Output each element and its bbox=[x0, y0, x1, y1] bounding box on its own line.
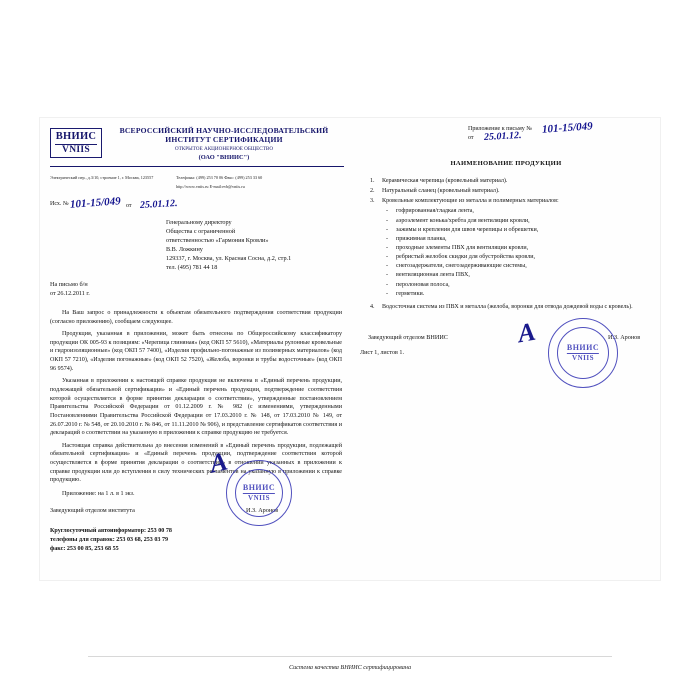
list-item bbox=[370, 303, 638, 312]
org-line3: ОТКРЫТОЕ АКЦИОНЕРНОЕ ОБЩЕСТВО bbox=[174, 145, 274, 152]
incoming-line2: от 26.12.2011 г. bbox=[50, 289, 90, 297]
phones-line2: телефоны для справок: 253 03 68, 253 03 79 bbox=[50, 537, 169, 544]
round-stamp-left bbox=[226, 460, 292, 526]
footer-note: Система качества ВНИИС сертифицирована bbox=[288, 664, 412, 671]
item-text: ребристый желобок скидки для обустройства кровли, bbox=[396, 254, 536, 261]
body-paragraph-4: Настоящая справка действительна до внесения изменений в «Единый перечень продукции, подлежащей обязательной сертификации» и «Единый перечень продукции, подтверждение соответствия которой осуществляется в форме принятия декларации о соответствии» в отношении указанных в приложении к справке продукции или до вступления в силу технических регламентов на указанную в приложении к справке продукцию. bbox=[50, 442, 342, 484]
footer-divider bbox=[88, 656, 612, 657]
dash-bullet: - bbox=[386, 272, 389, 279]
stamp-line1: ВНИИС bbox=[566, 343, 600, 352]
org-line1: ВСЕРОССИЙСКИЙ НАУЧНО-ИССЛЕДОВАТЕЛЬСКИЙ bbox=[119, 126, 329, 135]
dash-bullet: - bbox=[386, 244, 389, 251]
dash-bullet: - bbox=[386, 290, 389, 297]
item-text: Керамическая черепица (кровельный материал). bbox=[382, 178, 508, 184]
handwritten-signature-right: А bbox=[515, 316, 538, 349]
stamp-line2: VNIIS bbox=[567, 353, 599, 362]
item-text: герметики. bbox=[396, 290, 425, 297]
stamp-line1: ВНИИС bbox=[242, 483, 276, 492]
contact-address: Электрический пер., д.3/10, строение 1, г. Москва, 123557 bbox=[50, 175, 154, 180]
org-line2: ИНСТИТУТ СЕРТИФИКАЦИИ bbox=[165, 135, 283, 145]
signer-name-left: И.З. Аронов bbox=[246, 507, 279, 515]
item-text: вентиляционная лента ПВХ, bbox=[396, 272, 470, 279]
item-number: 4. bbox=[370, 303, 375, 310]
addressee-line3: ответственностью «Гармония Кровли» bbox=[166, 236, 269, 244]
list-item bbox=[370, 217, 638, 226]
list-item bbox=[370, 226, 638, 235]
signature-block-left bbox=[50, 507, 344, 521]
body-paragraph-2: Продукция, указанная в приложении, может быть отнесена по Общероссийскому классификатору продукции ОК 005-93 к позициям: «Черепица глиняная» (код ОКП 57 5610), «Материалы рулонные кровельные и гидроизоляционные» (код ОКП 57 7400), «Изделия профильно-погонажные из полимерных материалов» (код ОКП 57 7210), «Изделия погонажные» (код ОКП 52 7520), «Желоба, воронки и трубы водосточные» (код ОКП 96 9574). bbox=[50, 331, 342, 372]
item-text: аэроэлемент конька/хребта для вентиляции кровли, bbox=[396, 217, 530, 224]
organization-title bbox=[108, 126, 340, 162]
list-item bbox=[370, 177, 638, 186]
list-item bbox=[370, 253, 638, 262]
addressee-line5: 129337, г. Москва, ул. Красная Сосна, д.2, стр.1 bbox=[166, 254, 292, 262]
appendix-note: Приложение: на 1 л. в 1 экз. bbox=[62, 491, 135, 498]
header-divider bbox=[50, 166, 344, 167]
right-column bbox=[360, 120, 652, 350]
body-paragraph-3: Указанная в приложении к настоящей справке продукция не включена в «Единый перечень продукции, подлежащей обязательной сертификации» и «Единый перечень продукции, подтверждение соответствия которой осуществляется в форме принятия декларации о соответствии», утвержденные постановлением Правительства Российской Федерации от 01.12.2009 г. № 982 (с изменениями, утвержденными Постановлениями Правительства Российской Федерации от 17.03.2010 г. № 148, от 17.03.2010 № 149, от 26.07.2010 г. № 548, от 20.10.2010 г. № 846, от 11.11.2010 № 906), и представление сертификатов соответствия и деклараций о соответствии на указанную в приложении к справке продукцию не требуется. bbox=[50, 378, 342, 437]
contacts-block bbox=[48, 175, 344, 191]
logo-line2: VNIIS bbox=[55, 144, 97, 156]
left-column bbox=[48, 126, 344, 554]
item-number: 3. bbox=[370, 198, 375, 205]
addressee-line6: тел. (495) 781 44 18 bbox=[166, 263, 218, 271]
appendix-label1: Приложение к письму № bbox=[468, 126, 532, 132]
outgoing-label: Исх. № bbox=[50, 201, 69, 207]
outgoing-number-handwritten: 101-15/049 bbox=[69, 195, 122, 211]
list-item bbox=[370, 197, 638, 206]
outgoing-date-handwritten: 25.01.12. bbox=[139, 198, 178, 211]
list-item bbox=[370, 235, 638, 244]
outgoing-date-label: от bbox=[126, 203, 132, 209]
list-item bbox=[370, 271, 638, 280]
item-text: перолоновая полоса, bbox=[396, 281, 450, 288]
incoming-reference bbox=[50, 281, 344, 299]
item-number: 1. bbox=[370, 178, 375, 184]
item-text: зажимы и крепления для швов черепицы и обрешетки, bbox=[396, 226, 539, 233]
dash-bullet: - bbox=[386, 217, 389, 224]
list-item bbox=[370, 290, 638, 299]
stamp-core bbox=[243, 484, 275, 502]
body-paragraph-1: На Ваш запрос о принадлежности к объектам обязательного подтверждения соответствия продукции (согласно приложению), сообщаем следующее. bbox=[50, 309, 342, 325]
signer-name-right: И.З. Аронов bbox=[608, 333, 641, 341]
logo-line1: ВНИИС bbox=[55, 131, 97, 142]
dash-bullet: - bbox=[386, 208, 389, 215]
dash-bullet: - bbox=[386, 226, 389, 233]
addressee-line4: В.В. Ложкину bbox=[166, 245, 203, 253]
item-text: Натуральный сланец (кровельный материал). bbox=[382, 188, 500, 195]
appendix-number-handwritten: 101-15/049 bbox=[541, 120, 594, 136]
list-item bbox=[370, 207, 638, 216]
contact-web: http://www.vniis.ru E-mail:evb@vniis.ru bbox=[176, 184, 245, 189]
org-line4: (ОАО "ВНИИС") bbox=[198, 153, 250, 161]
item-text: проходные элементы ПВХ для вентиляции кровли, bbox=[396, 244, 529, 251]
product-list bbox=[370, 177, 638, 312]
list-item bbox=[370, 262, 638, 271]
stamp-line2: VNIIS bbox=[243, 493, 275, 502]
appendix-date-handwritten: 25.01.12. bbox=[483, 130, 522, 143]
outgoing-number-block bbox=[48, 195, 344, 213]
item-text: гофрированная/гладкая лента, bbox=[396, 208, 474, 215]
list-item bbox=[370, 281, 638, 290]
sheets-note: Лист 1, листов 1. bbox=[360, 350, 404, 356]
list-item bbox=[370, 244, 638, 253]
item-number: 2. bbox=[370, 188, 375, 195]
phones-line3: факс: 253 00 85, 253 68 55 bbox=[50, 546, 119, 553]
dash-bullet: - bbox=[386, 263, 389, 270]
contact-phones: Телефоны: (499) 253 70 06 Факс: (499) 253 33 60 bbox=[176, 175, 263, 180]
signer-role-right: Заведующий отделом ВНИИС bbox=[368, 333, 448, 341]
addressee-line2: Общества с ограниченной bbox=[166, 227, 236, 235]
round-stamp-right bbox=[548, 318, 618, 388]
vniis-logo bbox=[50, 128, 102, 158]
appendix-title: НАИМЕНОВАНИЕ ПРОДУКЦИИ bbox=[450, 160, 562, 167]
dash-bullet: - bbox=[386, 254, 389, 261]
handwritten-signature-left: А bbox=[207, 446, 231, 479]
letterhead bbox=[48, 126, 344, 172]
addressee-block bbox=[166, 219, 344, 273]
incoming-line1: На письмо б/н bbox=[50, 280, 88, 288]
phones-block bbox=[50, 527, 344, 554]
phones-line1: Круглосуточный автоинформатор: 253 00 78 bbox=[50, 528, 172, 535]
list-item bbox=[370, 187, 638, 196]
addressee-line1: Генеральному директору bbox=[166, 219, 232, 226]
dash-bullet: - bbox=[386, 281, 389, 288]
letter-body bbox=[50, 309, 342, 485]
signer-role-left: Заведующий отделом института bbox=[50, 507, 135, 515]
appendix-label2: от bbox=[468, 135, 474, 141]
dash-bullet: - bbox=[386, 235, 389, 242]
item-text: снегозадержатели, снегозадерживающие системы, bbox=[396, 263, 527, 270]
item-text: Кровельные комплектующие из металла и полимерных материалов: bbox=[382, 198, 559, 205]
stamp-core bbox=[567, 344, 599, 362]
appendix-reference-block bbox=[468, 120, 652, 150]
item-text: Водосточная система из ПВХ и металла (желоба, воронки для отвода дождевой воды с кровель). bbox=[382, 303, 633, 310]
item-text: прижимная планка, bbox=[396, 235, 447, 242]
